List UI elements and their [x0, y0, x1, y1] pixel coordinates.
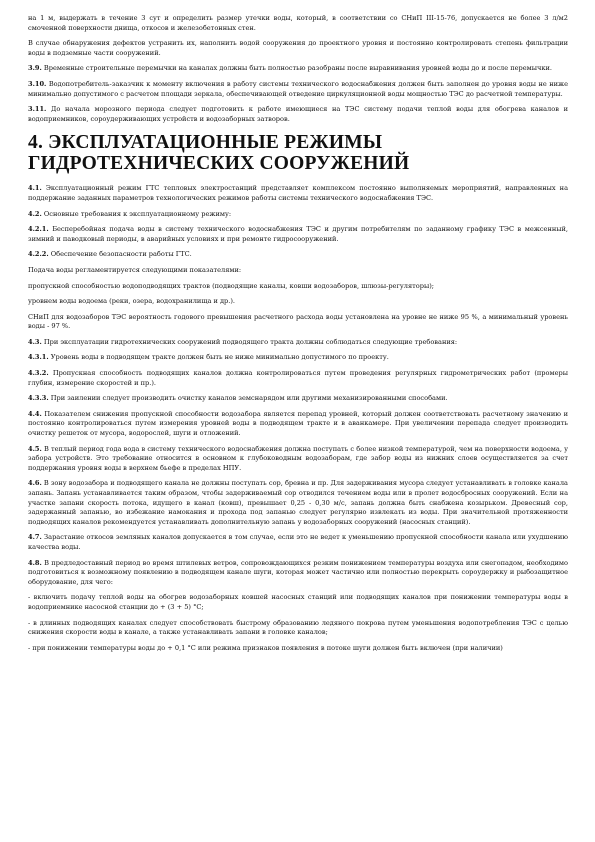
paragraph-text: Зарастание откосов земляных каналов допускается в том случае, если это не ведет к уменьшению пропускной способности канала или ухудшению качества воды.: [28, 533, 568, 551]
clause-number: 3.9.: [28, 64, 42, 73]
paragraph-text: на 1 м, выдержать в течение 3 сут и определить размер утечки воды, который, в соответствии со СНиП III-15-76, допускается не более 3 л/м2 смоченной поверхности днища, откосов и железобетонных стен.: [28, 14, 568, 32]
paragraph-text: Основные требования к эксплуатационному режиму:: [41, 209, 232, 218]
clause-number: 4.6.: [28, 479, 42, 488]
paragraph-text: При заилении следует производить очистку каналов земснарядом или другими механизированными способами.: [48, 394, 448, 403]
paragraph-text: До начала морозного периода следует подготовить к работе имеющиеся на ТЭС систему подачи теплой воды для обогрева каналов и водоприемников, сороудерживающих устройств и водозаборных затворов.: [28, 105, 568, 123]
paragraph-text: Пропускная способность подводящих каналов должна контролироваться путем проведения регулярных гидрометрических работ (промеры глубин, измерение скоростей и пр.).: [28, 369, 568, 387]
clause-number: 4.3.: [28, 337, 42, 346]
paragraph-text: Уровень воды в подводящем тракте должен быть не ниже минимально допустимого по проекту.: [48, 353, 389, 362]
paragraph-text: В теплый период года вода в систему технического водоснабжения должна поступать с более низкой температурой, чем на поверхности водоема, у забора устройств. Это требование относится в основном к глубоководным водозаборам, где забор воды из нижних слоев осуществляется за счет поддержания уровня воды в верхнем бьефе в пределах НПУ.: [28, 444, 568, 472]
main-paragraph: [28, 225, 568, 244]
paragraph-text: Водопотребитель-заказчик к моменту включения в работу системы технического водоснабжения должен быть заполнен до уровня воды не ниже минимально допустимого с расчетом площади зеркала, обеспечивающей отведение циркуляционной воды мощностью ТЭС до расчетной температуры.: [28, 79, 568, 98]
clause-number: 4.1.: [28, 184, 42, 193]
top-paragraph: [28, 64, 568, 74]
main-paragraph: [28, 338, 568, 348]
top-paragraph: [28, 80, 568, 99]
paragraph-text: Показателем снижения пропускной способности водозабора является перепад уровней, который должен соответствовать расчетному значению и постоянно контролироваться путем измерения уровней воды в подводящем тракте и в аванкамере. При увеличении перепада следует производить очистку решеток от мусора, водорослей, шуги и отложений.: [28, 409, 568, 438]
main-paragraph: [28, 533, 568, 552]
main-paragraph: [28, 479, 568, 527]
top-paragraph: [28, 14, 568, 33]
paragraph-text: Временные строительные перемычки на каналах должны быть полностью разобраны после выравнивания уровней воды до и после перемычки.: [41, 64, 552, 73]
clause-number: 3.10.: [28, 79, 47, 88]
paragraph-text: Бесперебойная подача воды в систему технического водоснабжения ТЭС и другим потребителям по заданному графику ТЭС в межсенный, зимний и паводковый периоды, в аварийных условиях и при ремонте гидросооружений.: [28, 225, 568, 243]
paragraph-text: СНиП для водозаборов ТЭС вероятность годового превышения расчетного расхода воды установлена на уровне не ниже 95 %, а минимальный уровень воды - 97 %.: [28, 312, 568, 331]
clause-number: 4.3.2.: [28, 369, 49, 378]
top-paragraph: [28, 105, 568, 124]
main-paragraph: [28, 210, 568, 220]
clause-number: 4.2.1.: [28, 225, 49, 234]
paragraph-text: пропускной способностью водоподводящих трактов (подводящие каналы, ковши водозаборов, шлюзы-регуляторы);: [28, 281, 435, 290]
bullet-item: - в длинных подводящих каналах следует способствовать быстрому образованию ледяного покрова путем уменьшения водопотребления ТЭС с целью снижения скорости воды в канале, а также устанавливать запани в головке каналов;: [28, 618, 568, 637]
clause-number: 4.7.: [28, 533, 42, 542]
paragraph-text: Подача воды регламентируется следующими показателями:: [28, 265, 242, 274]
main-paragraph: [28, 353, 568, 363]
paragraph-text: Эксплуатационный режим ГТС тепловых электростанций представляет комплексом постоянно выполняемых мероприятий, направленных на поддержание заданных параметров технологических режимов работы системы технического водоснабжения ТЭС.: [28, 184, 568, 202]
bullet-item: - включить подачу теплой воды на обогрев водозаборных ковшей насосных станций или подводящих каналов при понижении температуры воды в водоприемнике насосной станции до + (3 + 5) °С;: [28, 593, 568, 611]
paragraph-text: В зону водозабора и подводящего канала не должны поступать сор, бревна и пр. Для задерживания мусора следует устанавливать в головке канала запань. Запань устанавливается таким образом, чтобы задерживаемый сор отводился течением воды или в пролет водосбросных сооружений. Если на участке запани скорость потока, идущего в канал (ковш), превышает 0,25 - 0,30 м/с, запань должна быть снабжена козырьком. Древесный сор, задержанный запанью, во избежание намокания и прохода под запанью следует регулярно извлекать из воды. При значительной протяженности подводящих каналов рекомендуется устанавливать дополнительную запань у водозаборных сооружений (насосных станций).: [28, 479, 568, 526]
document-page: [28, 14, 568, 659]
clause-number: 4.8.: [28, 558, 42, 567]
main-paragraph: [28, 445, 568, 474]
main-paragraph: [28, 282, 568, 292]
main-paragraphs: [28, 184, 568, 587]
bullet-list: [28, 593, 568, 653]
clause-number: 4.2.: [28, 209, 42, 218]
paragraph-text: Обеспечение безопасности работы ГТС.: [48, 250, 192, 259]
bullet-item: - при понижении температуры воды до + 0,1 °С или режима признаков появления в потоке шуги должен быть включен (при наличии): [28, 643, 503, 652]
paragraph-text: В случае обнаружения дефектов устранить их, наполнить водой сооружения до проектного уровня и постоянно контролировать степень фильтрации воды в подземные части сооружений.: [28, 39, 568, 57]
clause-number: 4.4.: [28, 409, 42, 418]
top-paragraphs: [28, 14, 568, 124]
clause-number: 4.3.3.: [28, 394, 49, 403]
main-paragraph: [28, 394, 568, 404]
main-paragraph: [28, 266, 568, 276]
main-paragraph: [28, 313, 568, 332]
top-paragraph: [28, 39, 568, 58]
clause-number: 4.2.2.: [28, 250, 49, 259]
clause-number: 4.3.1.: [28, 353, 49, 362]
main-paragraph: [28, 297, 568, 307]
main-paragraph: [28, 184, 568, 203]
paragraph-text: При эксплуатации гидротехнических сооружений подводящего тракта должны соблюдаться следующие требования:: [41, 337, 458, 346]
section-heading: 4. ЭКСПЛУАТАЦИОННЫЕ РЕЖИМЫ ГИДРОТЕХНИЧЕСКИХ СООРУЖЕНИЙ: [28, 132, 410, 175]
main-paragraph: [28, 250, 568, 260]
clause-number: 4.5.: [28, 444, 42, 453]
main-paragraph: [28, 559, 568, 588]
paragraph-text: В предледоставный период во время штилевых ветров, сопровождающихся резким понижением температуры воздуха или снегопадом, необходимо подготовиться к возможному появлению в подводящем канале шуги, которая может частично или полностью перекрыть сороудержку и рыбозащитное оборудование, для чего:: [28, 558, 568, 586]
main-paragraph: [28, 410, 568, 439]
main-paragraph: [28, 369, 568, 388]
clause-number: 3.11.: [28, 105, 47, 114]
paragraph-text: уровнем воды водоема (реки, озера, водохранилища и др.).: [28, 297, 236, 306]
